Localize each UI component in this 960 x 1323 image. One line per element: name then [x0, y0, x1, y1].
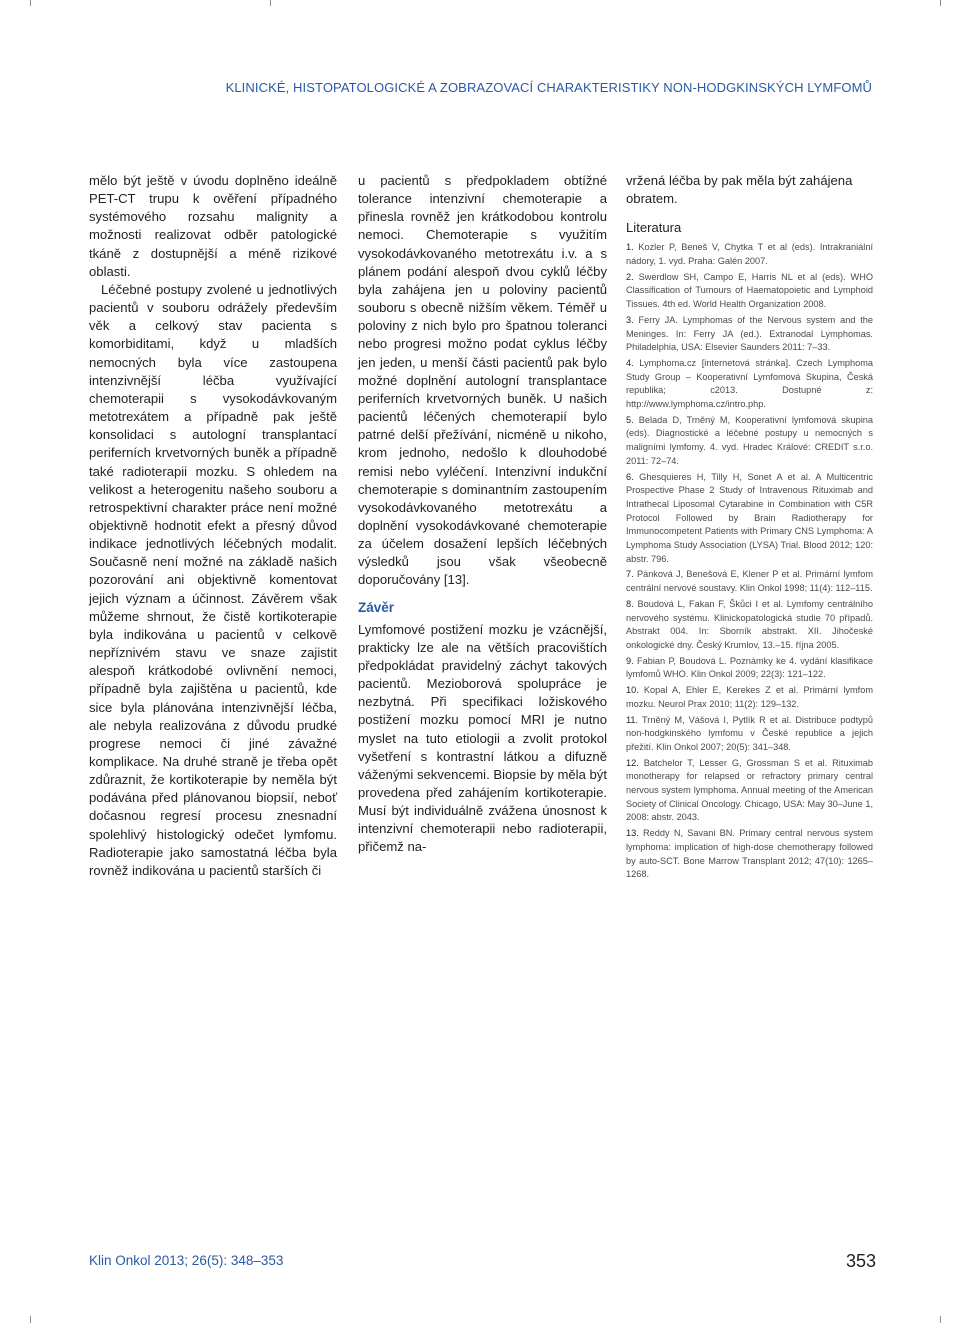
reference-list: [626, 241, 873, 882]
reference-number: 10.: [626, 685, 639, 696]
reference-number: 8.: [626, 598, 634, 609]
paragraph: Lymfomové postižení mozku je vzácnější, prakticky lze ale na větších pracovištích předpokládat pravidelný záchyt takových pacientů. Mezioborová spolupráce je nezbytná. Při specifikaci ložiskového postižení mozku pomocí MRI je nutno myslet na tuto etiologii a zvolit protokol vyšetření s kontrastní látkou a difuzně váženými sekvencemi. Biopsie by měla být provedena před zahájením kortikoterapie. Musí být individuálně zvážena únosnost k intenzivní chemoterapii nebo radioterapii, přičemž na-: [358, 621, 607, 855]
reference-text: Pánková J, Benešová E, Klener P et al. Primární lymfom centrální nervové soustavy. Klin Onkol 1998; 11(4): 112–115.: [626, 569, 873, 594]
text-column-1: [89, 172, 337, 880]
paragraph: mělo být ještě v úvodu doplněno ideálně PET-CT trupu k ověření případného systémového rozsahu malignity a možnosti realizovat odběr patologické tkáně z dostupnější a méně rizikové oblasti.: [89, 173, 337, 279]
reference-text: Ghesquieres H, Tilly H, Sonet A et al. A Multicentric Prospective Phase 2 Study of Intravenous Rituximab and Intrathecal Liposomal Cytarabine in Combination with C5R Protocol Followed by Brain Radiotherapy for Immunocompetent Patients with Primary CNS Lymphoma: A Lymphoma Study Association (LYSA) Trial. Blood 2012; 120: abstr. 796.: [626, 471, 873, 564]
text-column-2: [358, 172, 607, 857]
reference-number: 6.: [626, 471, 634, 482]
references-heading: Literatura: [626, 220, 682, 236]
reference-text: Fabian P, Boudová L. Poznámky ke 4. vydání klasifikace lymfomů WHO. Klin Onkol 2009; 22(3): 121–122.: [626, 655, 873, 680]
journal-citation: Klin Onkol 2013; 26(5): 348–353: [89, 1253, 284, 1268]
reference-item: [626, 655, 873, 682]
reference-text: Kozler P, Beneš V, Chytka T et al (eds). Intrakraniální nádory, 1. vyd. Praha: Galén 2007.: [626, 242, 873, 267]
reference-item: [626, 314, 873, 355]
reference-number: 2.: [626, 271, 634, 282]
reference-number: 3.: [626, 314, 634, 325]
page-number: 353: [846, 1251, 877, 1271]
crop-mark: [30, 0, 31, 6]
reference-item: [626, 827, 873, 882]
section-heading-conclusion: Závěr: [358, 599, 395, 615]
crop-mark: [270, 0, 271, 6]
reference-text: Kopal A, Ehler E, Kerekes Z et al. Primární lymfom mozku. Neurol Prax 2010; 11(2): 129–132.: [626, 685, 873, 709]
reference-number: 11.: [626, 714, 639, 725]
crop-mark: [940, 0, 941, 6]
reference-number: 1.: [626, 242, 634, 253]
reference-item: [626, 757, 873, 826]
reference-text: Belada D, Trněný M, Kooperativní lymfomová skupina (eds). Diagnostické a léčebné postupy u nemocných s maligními lymfomy. 4. vyd. Hradec Králové: CREDIT s.r.o. 2011: 72–74.: [626, 414, 873, 466]
reference-item: [626, 598, 873, 653]
reference-text: Swerdlow SH, Campo E, Harris NL et al (eds). WHO Classification of Tumours of Haematopoietic and Lymphoid Tissues. 4th ed. World Health Organization 2008.: [626, 271, 873, 310]
reference-text: Trněný M, Vášová I, Pytlík R et al. Distribuce podtypů non-hodgkinského lymfomu v České republice a jejich přežití. Klin Onkol 2007; 20(5): 341–348.: [626, 714, 873, 752]
reference-item: [626, 271, 873, 312]
reference-item: [626, 714, 873, 755]
reference-item: [626, 357, 873, 412]
reference-number: 4.: [626, 357, 634, 368]
reference-number: 9.: [626, 655, 634, 666]
reference-item: [626, 471, 873, 567]
reference-item: [626, 241, 873, 268]
reference-number: 7.: [626, 569, 634, 580]
paragraph: Léčebné postupy zvolené u jednotlivých pacientů v souboru odrážely především věk a celkový stav pacienta s komorbiditami, když u mladších nemocných byla více zastoupena intenzivnější léčba využívající chemoterapii s vysokodávkovaným metotrexátem a případně pak ještě konsolidaci s autologní transplantací periferních krvetvorných buněk a případně také radioterapii mozku. S ohledem na velikost a heterogenitu našeho souboru a retrospektivní charakter práce není možné objektivně hodnotit efekt a přesný důvod indikace jednotlivých léčebných modalit. Současně není možné na základě našich pozorování ani objektivně komentovat jejich význam a účinnost. Závěrem však můžeme shrnout, že čistě kortikoterapie byla indikována u pacientů v celkově nepříznivém stavu ve snaze zajistit alespoň krátkodobé ovlivnění nemoci, případně byla zajištěna u pacientů, kde sice byla plánována intenzivnější léčba, ale nebyla realizována z důvodu prudké progrese nemoci či jiné závažné komplikace. Na druhé straně je třeba opět zdůraznit, že kortikoterapie by neměla být podávána před plánovanou biopsií, neboť dočasnou regresí procesu znesnadní spolehlivý histologický odečet lymfomu. Radioterapie jako samostatná léčba byla rovněž indikována u pacientů starších či: [89, 281, 337, 878]
reference-number: 5.: [626, 414, 634, 425]
reference-number: 13.: [626, 828, 639, 839]
reference-text: Ferry JA. Lymphomas of the Nervous system and the Meninges. In: Ferry JA (ed.). Extranodal Lymphomas. Philadelphia, USA: Elsevier Saunders 2011: 7–33.: [626, 314, 873, 353]
reference-number: 12.: [626, 757, 639, 768]
reference-item: [626, 684, 873, 711]
reference-item: [626, 568, 873, 595]
crop-mark: [940, 1316, 941, 1323]
reference-text: Reddy N, Savani BN. Primary central nervous system lymphoma: implication of high-dose chemotherapy followed by auto-SCT. Bone Marrow Transplant 2012; 47(10): 1265–1268.: [626, 828, 873, 880]
crop-mark: [30, 1316, 31, 1323]
paragraph: u pacientů s předpokladem obtížné tolerance intenzivní chemoterapie a přinesla rovněž jen krátkodobou kontrolu nemoci. Chemoterapie s využitím vysokodávkovaného metotrexátu i.v. a s plánem podání alespoň dvou cyklů léčby byla zahájena jen u poloviny pacientů souboru s obecně nižším věkem. Téměř u poloviny z nich bylo pro špatnou toleranci nebo progresi možno podat cyklus léčby jen jeden, u menší části pacientů pak bylo možné doplnění autologní transplantace periferních krvetvorných buněk. U našich pacientů léčených chemoterapií bylo patrné delší přežívání, nicméně u nikoho, krom jednoho, nedošlo k dlouhodobé remisi nebo vyléčení. Intenzivní indukční chemoterapie s dominantním zastoupením vysokodávkovaného metotrexátu a doplnění vysokodávkované chemoterapie za účelem dosažení lepších léčebných výsledků jsou však všeobecně doporučovány [13].: [358, 173, 607, 588]
text-column-3: [626, 172, 873, 884]
paragraph: vržená léčba by pak měla být zahájena obratem.: [626, 173, 853, 207]
running-head: KLINICKÉ, HISTOPATOLOGICKÉ A ZOBRAZOVACÍ CHARAKTERISTIKY NON-HODGKINSKÝCH LYMFOMŮ: [225, 80, 872, 95]
reference-item: [626, 414, 873, 469]
reference-text: Lymphoma.cz [internetová stránka]. Czech Lymphoma Study Group – Kooperativní Lymfomová Skupina, Česká republika; c2013. Dostupné z: http://www.lymphoma.cz/intro.php.: [626, 357, 873, 410]
reference-text: Boudová L, Fakan F, Škůci I et al. Lymfomy centrálního nervového systému. Klinickopatologická studie 70 případů. Abstrakt 004. In: Sborník abstrakt. XII. Jihočeské onkologické dny. Český Krumlov, 13.–15. října 2005.: [626, 598, 873, 650]
reference-text: Batchelor T, Lesser G, Grossman S et al. Rituximab monotherapy for relapsed or refractory primary central nervous system lymphoma. Annual meeting of the American Society of Clinical Oncology. Chicago, USA: May 30–June 1, 2008: abstr. 2043.: [626, 757, 873, 823]
